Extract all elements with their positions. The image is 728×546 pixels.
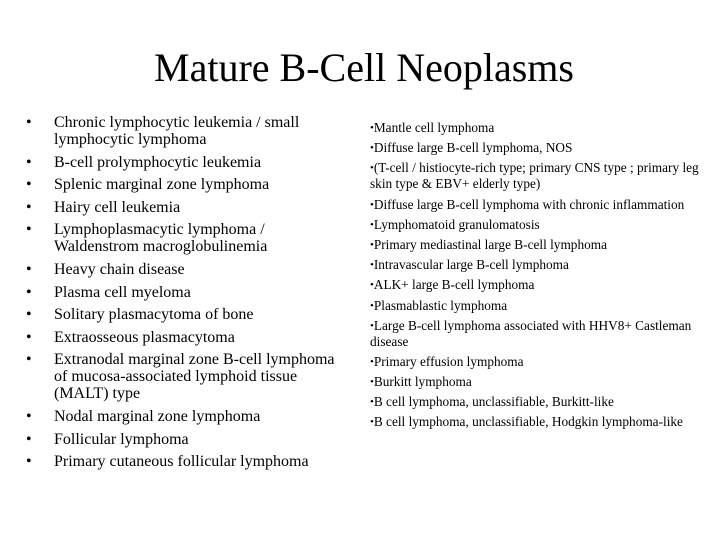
bullet-icon: • [370,162,374,175]
list-item-text: Follicular lymphoma [54,430,189,448]
list-item-text: Splenic marginal zone lymphoma [54,176,270,194]
bullet-icon: • [370,198,374,211]
bullet-icon: • [370,416,374,429]
bullet-icon: • [370,319,374,332]
right-bullet-list [370,120,714,435]
bullet-icon: • [370,355,374,368]
bullet-icon: • [26,114,32,131]
bullet-icon: • [26,260,32,278]
list-item [370,354,714,370]
list-item [26,176,344,193]
list-item-text: Chronic lymphocytic leukemia / small lymphocytic lymphoma [54,114,300,148]
list-item [370,197,714,213]
bullet-icon: • [26,176,32,194]
list-item [26,221,344,255]
list-item-text: Solitary plasmacytoma of bone [54,306,254,324]
list-item [370,277,714,293]
bullet-icon: • [370,259,374,272]
list-item [370,140,714,156]
list-item [370,414,714,430]
list-item [26,408,344,425]
list-item [26,453,344,470]
list-item [26,261,344,278]
list-item [26,329,344,346]
list-item-text: Lymphomatoid granulomatosis [373,216,540,232]
list-item-text: B-cell prolymphocytic leukemia [54,153,262,171]
list-item [26,114,344,148]
list-item [370,374,714,390]
list-item-text: Hairy cell leukemia [54,198,181,216]
bullet-icon: • [26,198,32,216]
bullet-icon: • [26,453,32,471]
list-item [370,120,714,136]
list-item-text: Plasmablastic lymphoma [373,297,508,313]
slide-title: Mature B-Cell Neoplasms [154,45,574,90]
bullet-icon: • [26,221,32,239]
list-item-text: ALK+ large B-cell lymphoma [373,277,535,293]
bullet-icon: • [370,142,374,155]
bullet-icon: • [370,238,374,251]
list-item-text: (T-cell / histiocyte-rich type; primary CNS type ; primary leg skin type & EBV+ elderly type) [370,160,699,192]
list-item [26,431,344,448]
list-item-text: B cell lymphoma, unclassifiable, Burkitt-like [373,394,614,410]
bullet-icon: • [370,299,374,312]
list-item [370,298,714,314]
list-item [370,318,714,350]
bullet-icon: • [370,376,374,389]
bullet-icon: • [370,218,374,231]
list-item-text: B cell lymphoma, unclassifiable, Hodgkin lymphoma-like [373,414,683,430]
list-item-text: Diffuse large B-cell lymphoma, NOS [373,140,573,156]
list-item-text: Primary mediastinal large B-cell lymphoma [373,236,607,252]
list-item-text: Intravascular large B-cell lymphoma [373,257,569,273]
list-item [370,160,714,192]
bullet-icon: • [370,279,374,292]
list-item-text: Extraosseous plasmacytoma [54,328,235,346]
list-item-text: Lymphoplasmacytic lymphoma / Waldenstrom macroglobulinemia [54,221,268,256]
bullet-icon: • [26,328,32,346]
list-item-text: Mantle cell lymphoma [373,120,495,135]
list-item-text: Burkitt lymphoma [373,374,472,390]
list-item [370,217,714,233]
left-bullet-list [26,114,344,476]
list-item-text: Primary effusion lymphoma [373,353,524,369]
list-item-text: Primary cutaneous follicular lymphoma [54,453,309,471]
bullet-icon: • [26,306,32,324]
bullet-icon: • [26,351,32,369]
list-item-text: Nodal marginal zone lymphoma [54,407,261,425]
bullet-icon: • [26,153,32,171]
list-item-text: Plasma cell myeloma [54,283,191,301]
bullet-icon: • [370,396,374,409]
list-item-text: Extranodal marginal zone B-cell lymphoma of mucosa-associated lymphoid tissue (MALT) type [54,351,335,403]
list-item-text: Diffuse large B-cell lymphoma with chronic inflammation [373,196,685,212]
list-item [26,199,344,216]
list-item [26,306,344,323]
bullet-icon: • [26,430,32,448]
list-item [26,154,344,171]
list-item-text: Heavy chain disease [54,260,185,278]
bullet-icon: • [370,122,374,134]
list-item [370,237,714,253]
list-item [370,257,714,273]
bullet-icon: • [26,283,32,301]
list-item [26,351,344,402]
list-item [370,394,714,410]
bullet-icon: • [26,407,32,425]
list-item-text: Large B-cell lymphoma associated with HHV8+ Castleman disease [370,317,692,349]
list-item [26,284,344,301]
